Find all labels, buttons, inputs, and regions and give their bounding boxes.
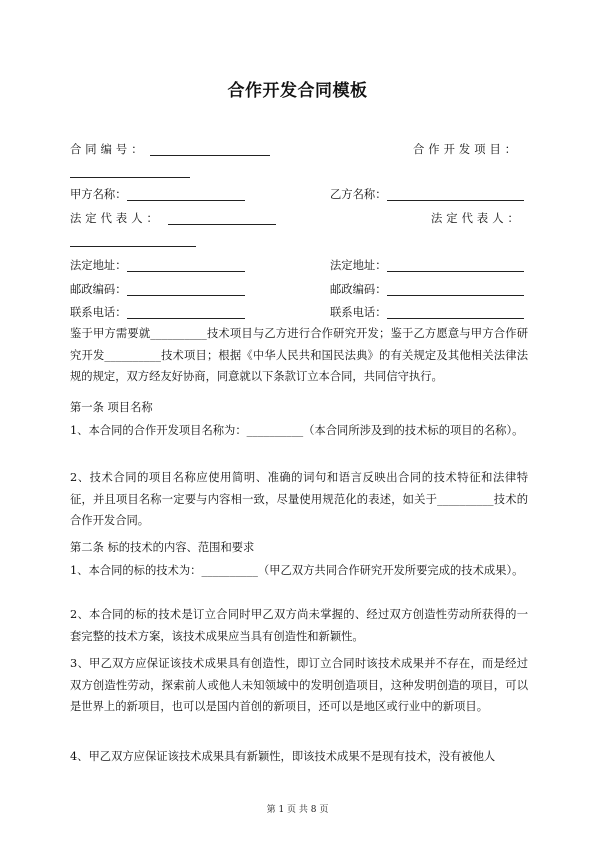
party-a-name-blank [127,189,245,201]
party-a-name-label: 甲方名称： [70,188,127,201]
article-2-clause-3: 3、甲乙双方应保证该技术成果具有创造性，即订立合同时该技术成果并不存在，而是经过双方创造性劳动，探索前人或他人未知领域中的发明创造项目，这种发明创造的项目，可以是世界上的新项目，也可以是国内首创的新项目，还可以是地区或行业中的新项目。 [70,657,528,713]
address-a-label: 法定地址： [70,259,127,272]
party-b-name-label: 乙方名称： [330,188,387,201]
party-b-name-blank [387,189,524,201]
legal-rep-a-label: 法定代表人： [70,212,162,225]
phone-a-label: 联系电话： [70,306,127,319]
document-title: 合作开发合同模板 [227,81,368,101]
contract-no-blank [150,144,270,156]
article-1-heading: 第一条 项目名称 [70,401,153,414]
phone-b-label: 联系电话： [330,306,387,319]
postal-b-blank [387,284,524,296]
postal-b-label: 邮政编码： [330,283,387,296]
article-2-clause-4: 4、甲乙双方应保证该技术成果具有新颖性，即该技术成果不是现有技术，没有被他人 [70,750,496,763]
article-2-heading: 第二条 标的技术的内容、范围和要求 [70,541,255,554]
legal-rep-a-blank [168,213,276,225]
postal-a-label: 邮政编码： [70,283,127,296]
article-1-clause-1: 1、本合同的合作开发项目名称为：__________（本合同所涉及到的技术标的项目的名称）。 [70,424,524,437]
legal-rep-b-blank [70,235,196,247]
address-b-label: 法定地址： [330,259,387,272]
article-1-clause-2: 2、技术合同的项目名称应使用简明、准确的词句和语言反映出合同的技术特征和法律特征，并且项目名称一定要与内容相一致，尽量使用规范化的表述，如关于__________技术的合作开发合同。 [70,471,528,527]
address-b-blank [387,260,524,272]
article-2-clause-2: 2、本合同的标的技术是订立合同时甲乙双方尚未掌握的、经过双方创造性劳动所获得的一套完整的技术方案，该技术成果应当具有创造性和新颖性。 [70,608,528,643]
project-label: 合作开发项目： [413,143,521,156]
page-number-footer: 第 1 页 共 8 页 [266,805,329,815]
legal-rep-b-label: 法定代表人： [431,212,523,225]
postal-a-blank [127,284,245,296]
phone-b-blank [387,307,524,319]
recital-paragraph: 鉴于甲方需要就__________技术项目与乙方进行合作研究开发；鉴于乙方愿意与甲方合作研究开发__________技术项目；根据《中华人民共和国民法典》的有关规定及其他相关法律法规的规定，双方经友好协商，同意就以下条款订立本合同，共同信守执行。 [70,327,528,383]
phone-a-blank [127,307,245,319]
contract-no-label: 合同编号： [70,143,147,156]
project-blank [70,166,190,178]
address-a-blank [127,260,245,272]
article-2-clause-1: 1、本合同的标的技术为：__________（甲乙双方共同合作研究开发所要完成的技术成果）。 [70,564,524,577]
